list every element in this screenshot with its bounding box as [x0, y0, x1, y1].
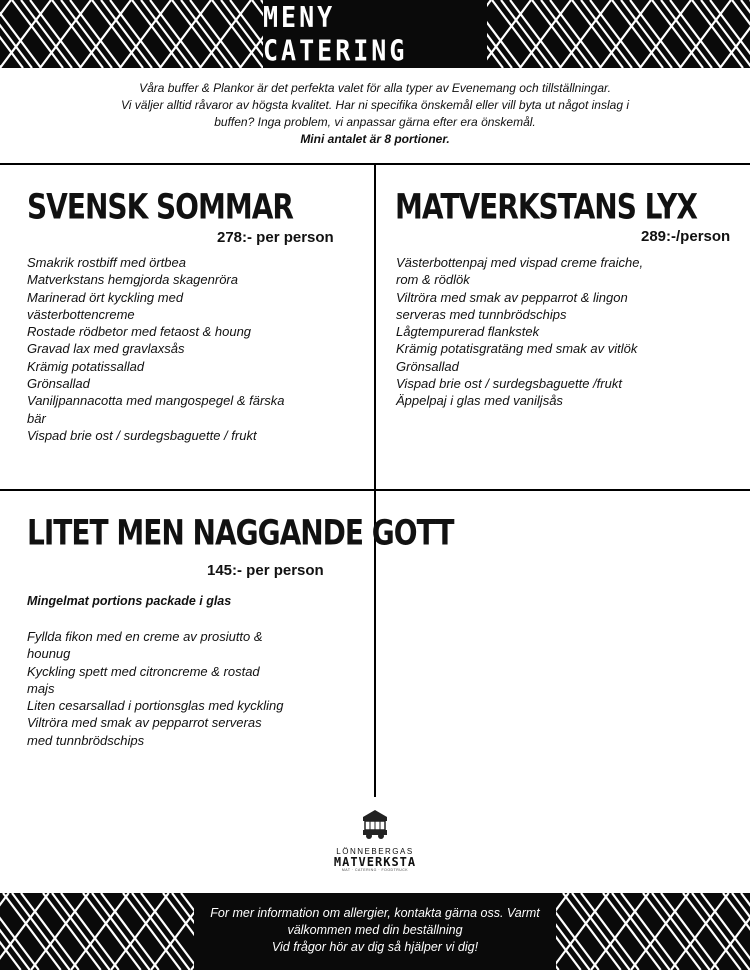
- menu-item: Viltröra med smak av pepparrot & lingon: [396, 289, 628, 305]
- menu-title: MATVERKSTANS LYX: [395, 186, 697, 228]
- menu-title: LITET MEN NAGGANDE GOTT: [27, 512, 454, 554]
- menu-item: Grönsallad: [396, 358, 459, 374]
- menu-item: Viltröra med smak av pepparrot serveras: [27, 715, 262, 731]
- menu-item: Västerbottenpaj med vispad creme fraiche,: [396, 255, 644, 270]
- intro-text: [70, 80, 680, 148]
- divider-vertical: [374, 163, 376, 797]
- pattern-stripe: [723, 893, 750, 970]
- footer-line: välkommen med din beställning: [287, 923, 463, 937]
- menu-subtitle: Mingelmat portions packade i glas: [27, 594, 232, 608]
- menu-price: 278:- per person: [217, 229, 334, 246]
- menu-items: [396, 254, 696, 410]
- footer-band: [0, 893, 750, 970]
- title-box: [263, 0, 487, 68]
- menu-item: Kyckling spett med citroncreme & rostad: [27, 663, 260, 679]
- brand-logo: [330, 808, 420, 878]
- logo-tagline: MAT · CATERING · FOODTRUCK: [341, 868, 409, 872]
- food-truck-icon: [360, 808, 390, 840]
- menu-item: rom & rödlök: [396, 272, 470, 288]
- menu-item: Fyllda fikon med en creme av prosiutto &: [27, 629, 263, 644]
- menu-item: serveras med tunnbrödschips: [396, 306, 567, 322]
- pattern-stripe: [0, 0, 1, 68]
- header-band: [0, 0, 750, 68]
- menu-title: SVENSK SOMMAR: [27, 186, 293, 228]
- menu-item: Krämig potatissallad: [27, 358, 145, 374]
- intro-line: Vi väljer alltid råvaror av högsta kvalitet. Har ni specifika önskemål eller vill byta ut något inslag i: [120, 98, 629, 112]
- menu-item: Gravad lax med gravlaxsås: [27, 341, 185, 357]
- footer-line: Vid frågor hör av dig så hjälper vi dig!: [271, 940, 479, 954]
- menu-item: Matverkstans hemgjorda skagenröra: [27, 272, 238, 288]
- intro-line: buffen? Inga problem, vi anpassar gärna efter era önskemål.: [214, 115, 536, 129]
- footer-text: [194, 893, 556, 970]
- menu-item: Vispad brie ost / surdegsbaguette / frukt: [27, 427, 257, 443]
- logo-name-top: LÖNNEBERGAS: [336, 847, 414, 856]
- pattern-stripe: [0, 893, 30, 970]
- menu-item: hounug: [27, 646, 71, 662]
- menu-item: västerbottencreme: [27, 306, 135, 322]
- pattern-stripe: [701, 893, 750, 970]
- menu-item: Lågtempurerad flankstek: [396, 324, 540, 340]
- menu-item: Marinerad ört kyckling med: [27, 289, 184, 305]
- menu-item: Smakrik rostbiff med örtbea: [27, 255, 186, 270]
- menu-items: [27, 628, 327, 749]
- menu-price: 289:-/person: [641, 228, 731, 245]
- menu-price: 145:- per person: [207, 562, 324, 579]
- menu-item: Rostade rödbetor med fetaost & houng: [27, 324, 252, 340]
- menu-item: bär: [27, 410, 46, 426]
- minimum-portions: Mini antalet är 8 portioner.: [300, 132, 450, 146]
- menu-item: majs: [27, 680, 55, 696]
- menu-item: Vispad brie ost / surdegsbaguette /frukt: [396, 376, 622, 392]
- menu-item: med tunnbrödschips: [27, 732, 145, 748]
- menu-items: [27, 254, 327, 444]
- menu-item: Äppelpaj i glas med vaniljsås: [396, 393, 563, 409]
- page-title: MENY CATERING: [263, 0, 408, 68]
- menu-item: Krämig potatisgratäng med smak av vitlök: [396, 341, 638, 357]
- menu-item: Liten cesarsallad i portionsglas med kyckling: [27, 698, 284, 714]
- pattern-stripe: [701, 0, 750, 68]
- intro-line: Våra buffer & Plankor är det perfekta valet för alla typer av Evenemang och tillställningar.: [139, 81, 611, 95]
- footer-line: For mer information om allergier, kontakta gärna oss. Varmt: [210, 906, 540, 920]
- menu-item: Vaniljpannacotta med mangospegel & färska: [27, 393, 285, 409]
- menu-item: Grönsallad: [27, 376, 90, 392]
- logo-name-bottom: MATVERKSTA: [333, 855, 417, 869]
